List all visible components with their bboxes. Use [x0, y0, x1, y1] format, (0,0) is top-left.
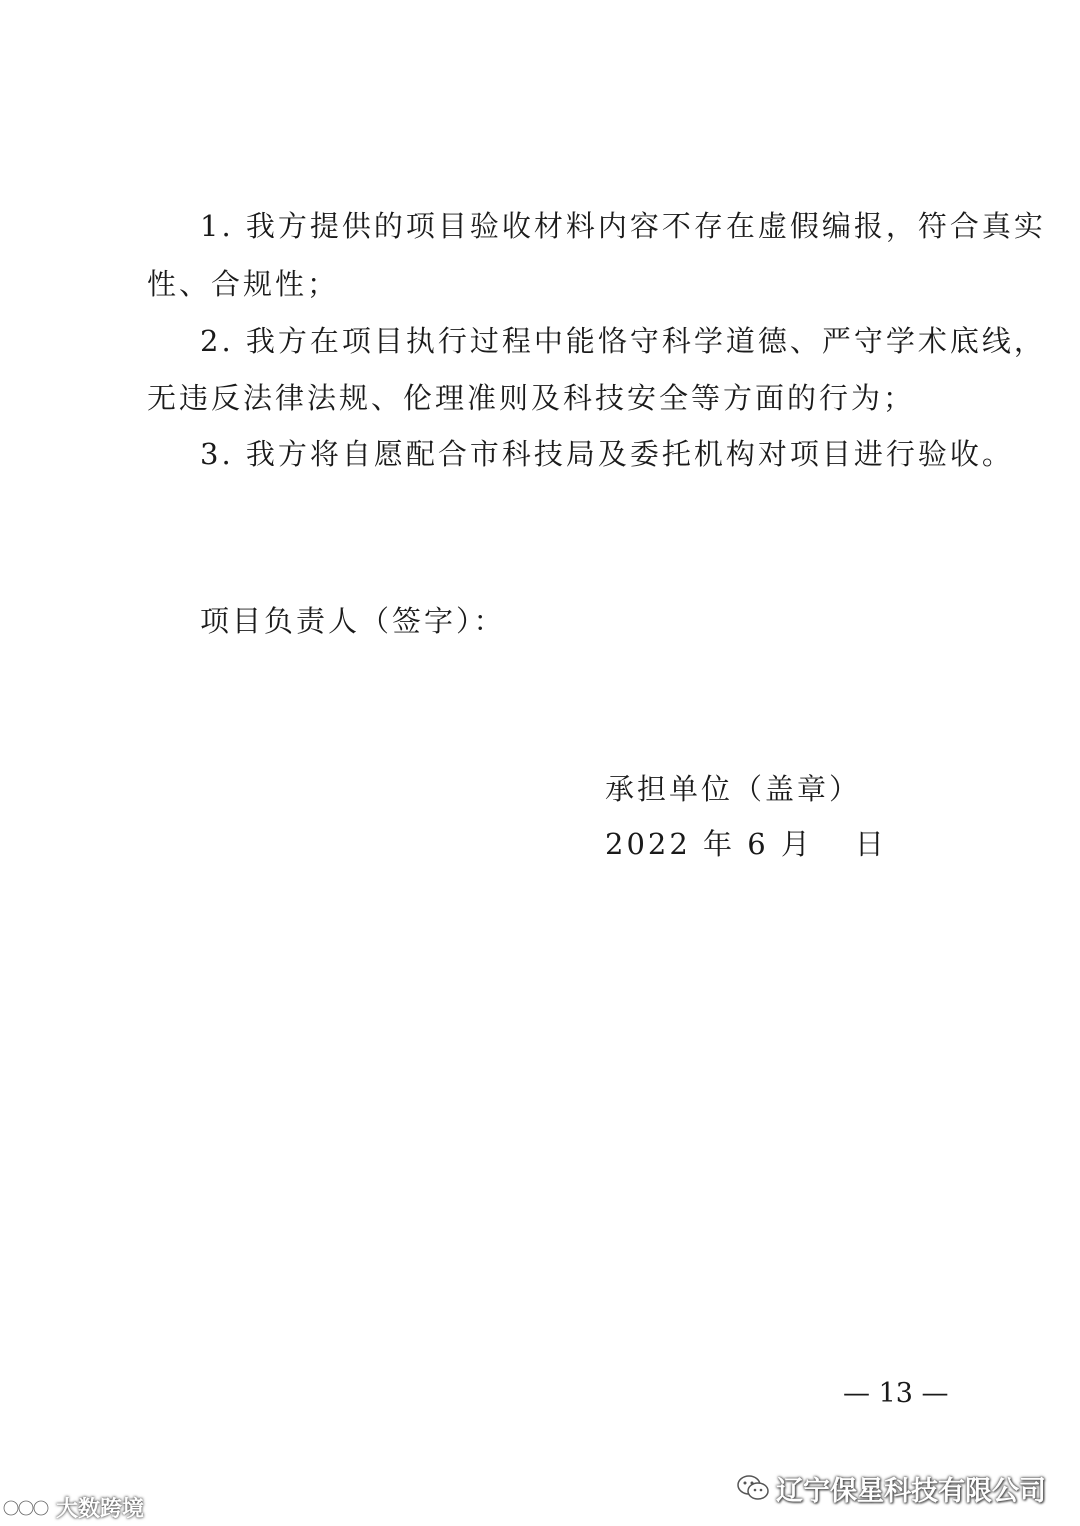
- item-3-line-1: 3. 我方将自愿配合市科技局及委托机构对项目进行验收。: [200, 437, 1014, 471]
- date-day: 日: [854, 827, 887, 861]
- signature-label: 项目负责人（签字）：: [200, 604, 506, 638]
- page-number: — 13 —: [843, 1378, 949, 1409]
- unit-seal-label: 承担单位（盖章）: [605, 772, 862, 806]
- watermark-left-text: 大数跨境: [56, 1496, 145, 1522]
- item-2-line-1: 2. 我方在项目执行过程中能恪守科学道德、严守学术底线，: [200, 324, 1046, 358]
- item-1-line-1: 1. 我方提供的项目验收材料内容不存在虚假编报，符合真实: [200, 209, 1046, 243]
- item-2-line-2: 无违反法律法规、伦理准则及科技安全等方面的行为；: [147, 381, 916, 415]
- brand-logo-icon: [2, 1494, 52, 1520]
- date-line: [605, 828, 887, 860]
- watermark-right-text: 辽宁保星科技有限公司: [776, 1475, 1046, 1507]
- wechat-icon: [736, 1473, 770, 1503]
- item-1-line-2: 性、合规性；: [147, 267, 340, 301]
- date-year-month: 2022 年 6 月: [605, 827, 813, 861]
- watermark-right: [736, 1468, 1046, 1508]
- watermark-left: [2, 1490, 144, 1524]
